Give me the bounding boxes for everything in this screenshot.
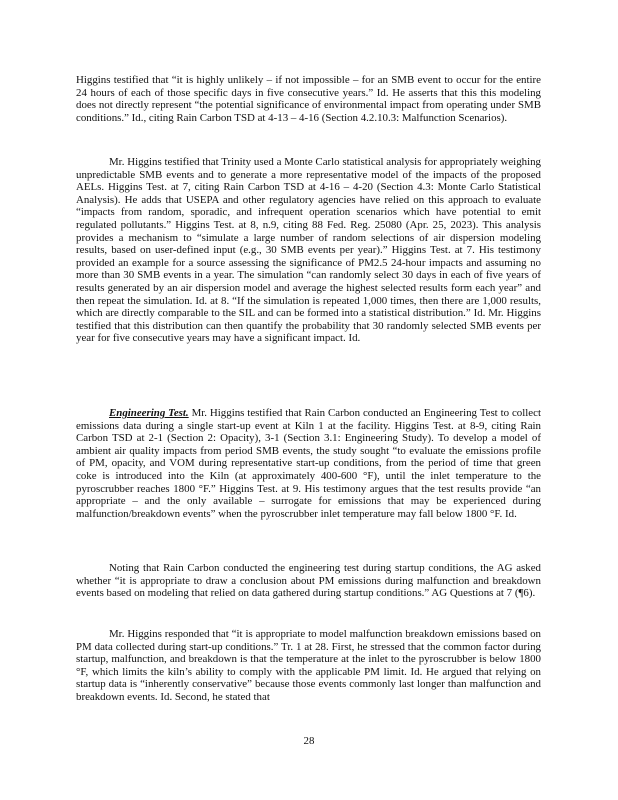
paragraph-higgins-response: Mr. Higgins responded that “it is appropriate to model malfunction breakdown emissions based on PM data collected during start-up conditions.” Tr. 1 at 28. First, he stressed that the common factor during startup, malfunction, and breakdown is that the temperature at the inlet to the pyroscrubber is below 1800 °F, which limits the kiln’s ability to comply with the applicable PM limit. Id. He argued that relying on startup data is “inherently conservative” because those events commonly last longer than malfunction and breakdown events. Id. Second, he stated that <box>76 628 541 703</box>
engineering-test-heading: Engineering Test. <box>109 407 189 419</box>
paragraph-monte-carlo-analysis: Mr. Higgins testified that Trinity used a Monte Carlo statistical analysis for appropriately weighing unpredictable SMB events and to generate a more representative model of the impacts of the proposed AELs. Higgins Test. at 7, citing Rain Carbon TSD at 4-16 – 4-20 (Section 4.3: Monte Carlo Statistical Analysis). He adds that USEPA and other regulatory agencies have relied on this approach to evaluate “impacts from random, sporadic, and infrequent operation scenarios which have potential to emit regulated pollutants.” Higgins Test. at 8, n.9, citing 88 Fed. Reg. 25080 (Apr. 25, 2023). This analysis provides a mechanism to “simulate a large number of random selections of air dispersion modeling results, based on user-defined input (e.g., 30 SMB events per year).” Higgins Test. at 7. His testimony provided an example for a source assessing the significance of PM2.5 24-hour impacts and assuming no more than 30 SMB events in a year. The simulation “can randomly select 30 days in each of five years of results generated by an air dispersion model and average the highest selected results form each year” and then repeat the simulation. Id. at 8. “If the simulation is repeated 1,000 times, then there are 1,000 results, which are directly comparable to the SIL and can be formed into a statistical distribution.” Id. Mr. Higgins testified that this distribution can then quantify the probability that 30 randomly selected SMB events per year for five consecutive years may have a significant impact. Id. <box>76 156 541 345</box>
paragraph-ag-question: Noting that Rain Carbon conducted the engineering test during startup conditions, the AG asked whether “it is appropriate to draw a conclusion about PM emissions during malfunction and breakdown events based on modeling that relied on data gathered during startup conditions.” AG Questions at 7 (¶6). <box>76 562 541 600</box>
paragraph-continued-testimony: Higgins testified that “it is highly unlikely – if not impossible – for an SMB event to occur for the entire 24 hours of each of those specific days in five consecutive years.” Id. He asserts that this this modeling does not directly represent “the potential significance of environmental impact from operating under SMB conditions.” Id., citing Rain Carbon TSD at 4-13 – 4-16 (Section 4.2.10.3: Malfunction Scenarios). <box>76 74 541 124</box>
page-number: 28 <box>303 735 315 747</box>
paragraph-engineering-test <box>76 407 541 520</box>
engineering-test-body: Mr. Higgins testified that Rain Carbon conducted an Engineering Test to collect emissions data during a single start-up event at Kiln 1 at the facility. Higgins Test. at 8-9, citing Rain Carbon TSD at 2-1 (Section 2: Opacity), 3-1 (Section 3.1: Engineering Study). To develop a model of ambient air quality impacts from period SMB events, the study sought “to evaluate the emissions profile of PM, opacity, and VOM during representative start-up conditions, from the period of time that green coke is introduced into the Kiln (at approximately 400-600 °F), until the inlet temperature to the pyroscrubber reaches 1800 °F.” Higgins Test. at 9. His testimony argues that the test results provide “an appropriate – and the only available – surrogate for emissions that may be experienced during malfunction/breakdown events” when the pyroscrubber inlet temperature may fall below 1800 °F. Id. <box>76 407 542 520</box>
